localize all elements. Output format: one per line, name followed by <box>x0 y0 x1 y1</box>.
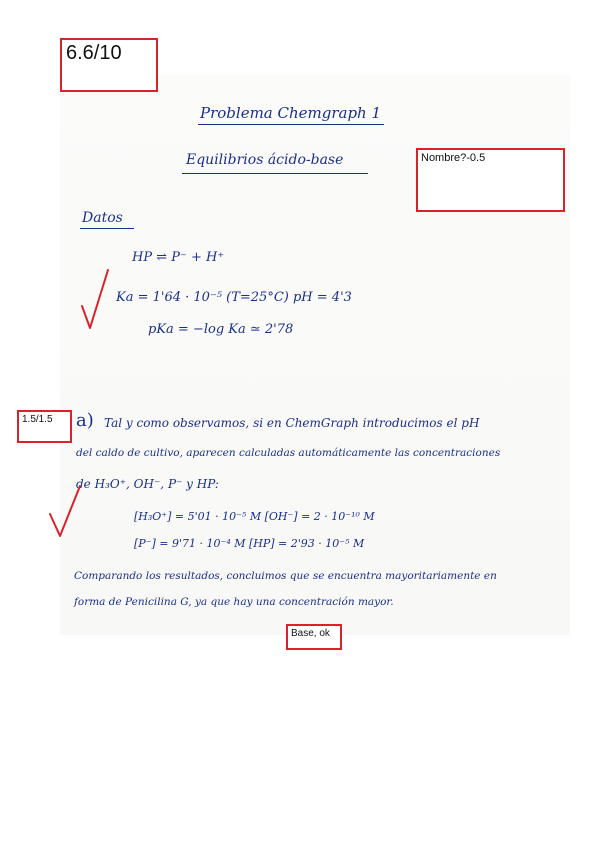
reaction-equation: HP ⇌ P⁻ + H⁺ <box>132 250 225 265</box>
name-comment-box <box>416 148 565 212</box>
subtitle-underline <box>182 173 368 174</box>
part-a-comment-text: Base, ok <box>291 628 330 639</box>
part-a-comment-box <box>286 624 342 650</box>
score-box <box>60 38 158 92</box>
pka-line: pKa = −log Ka ≃ 2'78 <box>148 322 294 337</box>
score-text: 6.6/10 <box>66 42 122 64</box>
checkmark-icon <box>80 268 110 332</box>
constants-line: Ka = 1'64 · 10⁻⁵ (T=25°C) pH = 4'3 <box>116 290 352 305</box>
part-a-score-box <box>17 410 72 443</box>
checkmark-icon <box>48 484 82 540</box>
part-a-label: a) <box>76 410 94 431</box>
document-title: Problema Chemgraph 1 <box>200 104 382 122</box>
name-comment-text: Nombre?-0.5 <box>421 152 486 164</box>
part-a-line-1: Tal y como observamos, si en ChemGraph introducimos el pH <box>104 416 480 430</box>
part-a-score-text: 1.5/1.5 <box>22 414 53 425</box>
document-subtitle: Equilibrios ácido-base <box>186 152 344 168</box>
conclusion-line-2: forma de Penicilina G, ya que hay una concentración mayor. <box>74 596 394 608</box>
concentrations-line-2: [P⁻] = 9'71 · 10⁻⁴ M [HP] = 2'93 · 10⁻⁵ M <box>134 537 365 550</box>
concentrations-line-1: [H₃O⁺] = 5'01 · 10⁻⁵ M [OH⁻] = 2 · 10⁻¹⁰ M <box>134 510 375 523</box>
section-heading: Datos <box>82 210 123 226</box>
part-a-line-2: del caldo de cultivo, aparecen calculadas automáticamente las concentraciones <box>76 447 501 459</box>
part-a-line-3: de H₃O⁺, OH⁻, P⁻ y HP: <box>76 477 219 491</box>
title-underline <box>198 124 384 125</box>
conclusion-line-1: Comparando los resultados, concluimos que se encuentra mayoritariamente en <box>74 570 497 582</box>
heading-underline <box>80 228 134 229</box>
